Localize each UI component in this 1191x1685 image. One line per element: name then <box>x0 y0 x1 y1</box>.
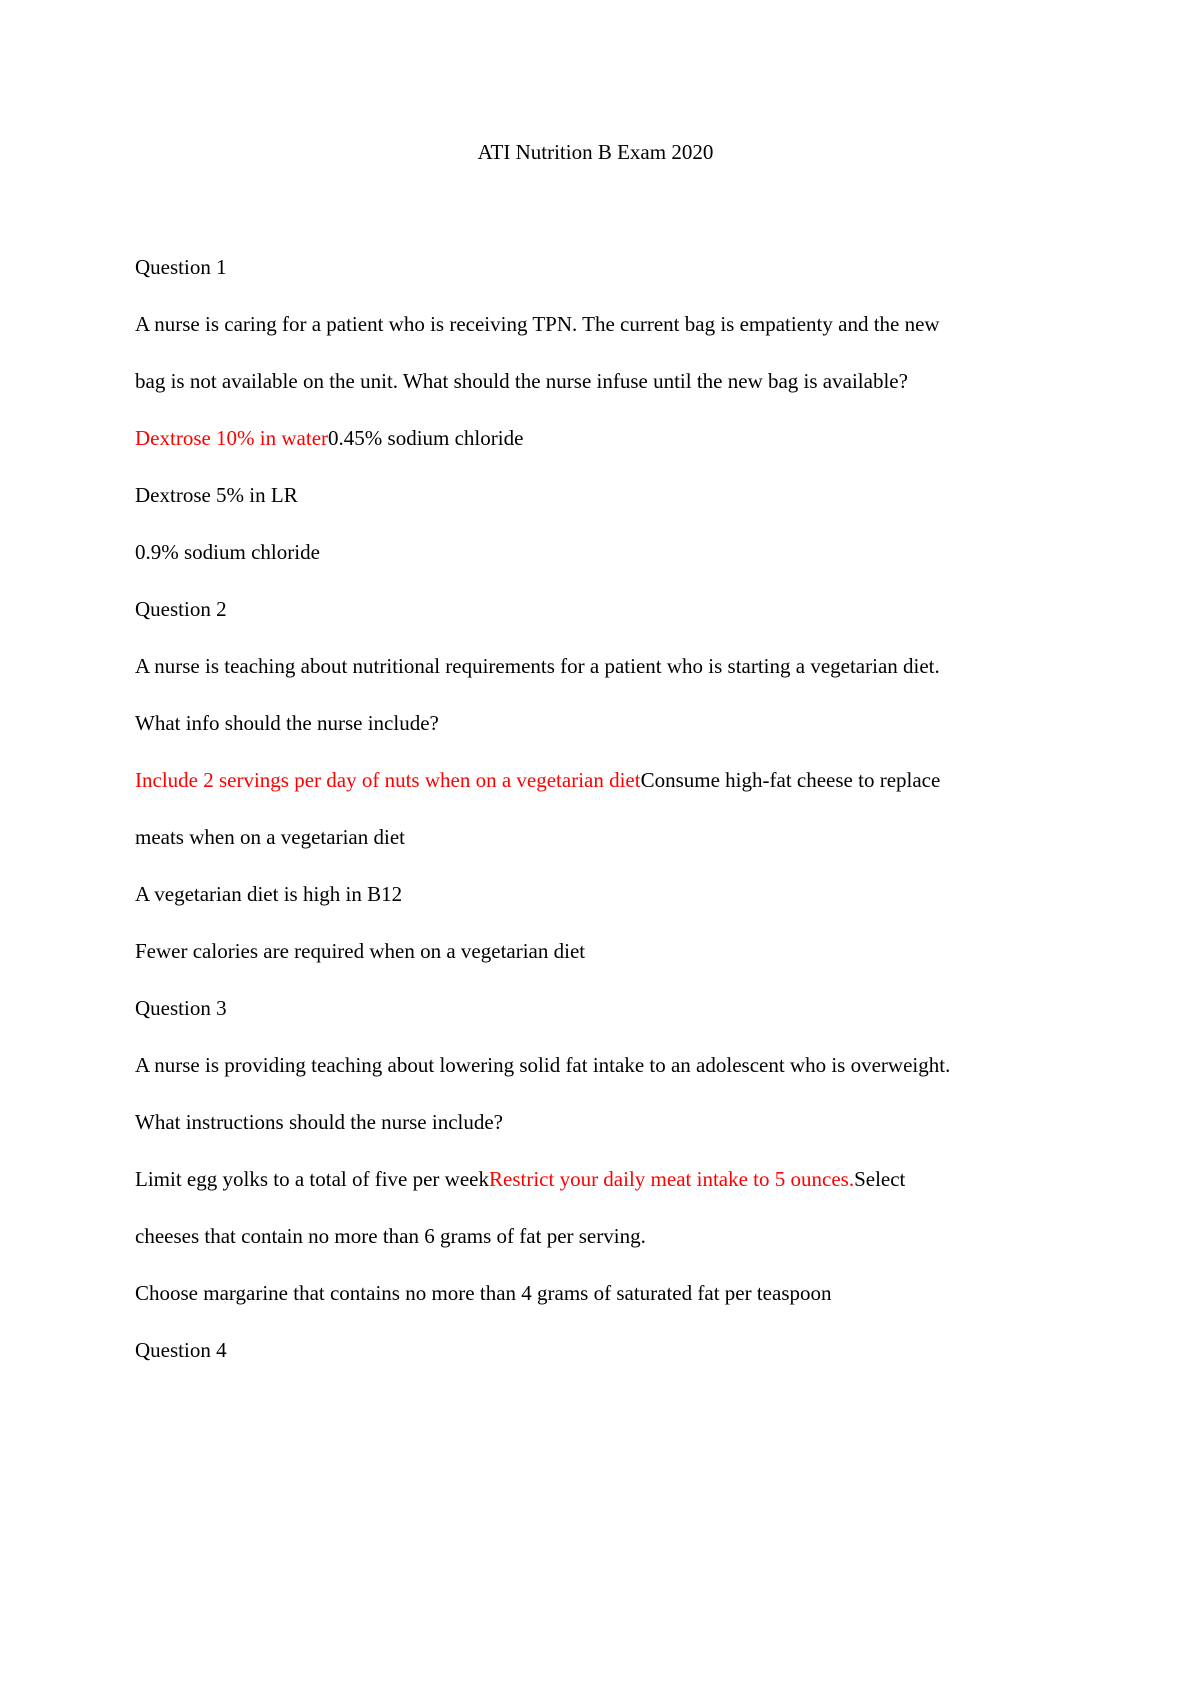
document-line <box>135 695 1191 752</box>
text-segment: meats when on a vegetarian diet <box>135 825 405 849</box>
text-segment: Fewer calories are required when on a vegetarian diet <box>135 939 586 963</box>
text-segment: 0.45% sodium chloride <box>328 426 524 450</box>
text-segment: 0.9% sodium chloride <box>135 540 320 564</box>
text-segment: A vegetarian diet is high in B12 <box>135 882 403 906</box>
document-line <box>135 638 1191 695</box>
document-line <box>135 980 1191 1037</box>
highlighted-text-segment: Include 2 servings per day of nuts when on a vegetarian diet <box>135 768 641 792</box>
document-body <box>135 239 1191 1379</box>
document-line <box>135 296 1191 353</box>
document-line <box>135 467 1191 524</box>
text-segment: Question 3 <box>135 996 227 1020</box>
document-line <box>135 1094 1191 1151</box>
document-line <box>135 809 1191 866</box>
text-segment: Question 2 <box>135 597 227 621</box>
document-line <box>135 524 1191 581</box>
text-segment: cheeses that contain no more than 6 grams of fat per serving. <box>135 1224 646 1248</box>
document-line <box>135 1151 1191 1208</box>
document-line <box>135 1322 1191 1379</box>
text-segment: What instructions should the nurse include? <box>135 1110 504 1134</box>
document-line <box>135 581 1191 638</box>
highlighted-text-segment: Dextrose 10% in water <box>135 426 329 450</box>
text-segment: Limit egg yolks to a total of five per week <box>135 1167 489 1191</box>
text-segment: A nurse is providing teaching about lowering solid fat intake to an adolescent who is overweight. <box>135 1053 951 1077</box>
document-line <box>135 410 1191 467</box>
document-line <box>135 1265 1191 1322</box>
text-segment: Select <box>854 1167 906 1191</box>
document-line <box>135 1037 1191 1094</box>
document-line <box>135 923 1191 980</box>
text-segment: What info should the nurse include? <box>135 711 439 735</box>
document-title: ATI Nutrition B Exam 2020 <box>477 140 714 164</box>
text-segment: Dextrose 5% in LR <box>135 483 298 507</box>
text-segment: bag is not available on the unit. What should the nurse infuse until the new bag is available? <box>135 369 908 393</box>
document-line <box>135 866 1191 923</box>
text-segment: Consume high-fat cheese to replace <box>640 768 941 792</box>
document-line <box>135 752 1191 809</box>
document-line <box>135 353 1191 410</box>
text-segment: A nurse is caring for a patient who is receiving TPN. The current bag is empatienty and the new <box>135 312 940 336</box>
text-segment: Question 1 <box>135 255 227 279</box>
text-segment: Question 4 <box>135 1338 227 1362</box>
highlighted-text-segment: Restrict your daily meat intake to 5 ounces. <box>489 1167 855 1191</box>
document-line <box>135 1208 1191 1265</box>
text-segment: A nurse is teaching about nutritional requirements for a patient who is starting a vegetarian diet. <box>135 654 940 678</box>
document-line <box>135 239 1191 296</box>
text-segment: Choose margarine that contains no more than 4 grams of saturated fat per teaspoon <box>135 1281 832 1305</box>
